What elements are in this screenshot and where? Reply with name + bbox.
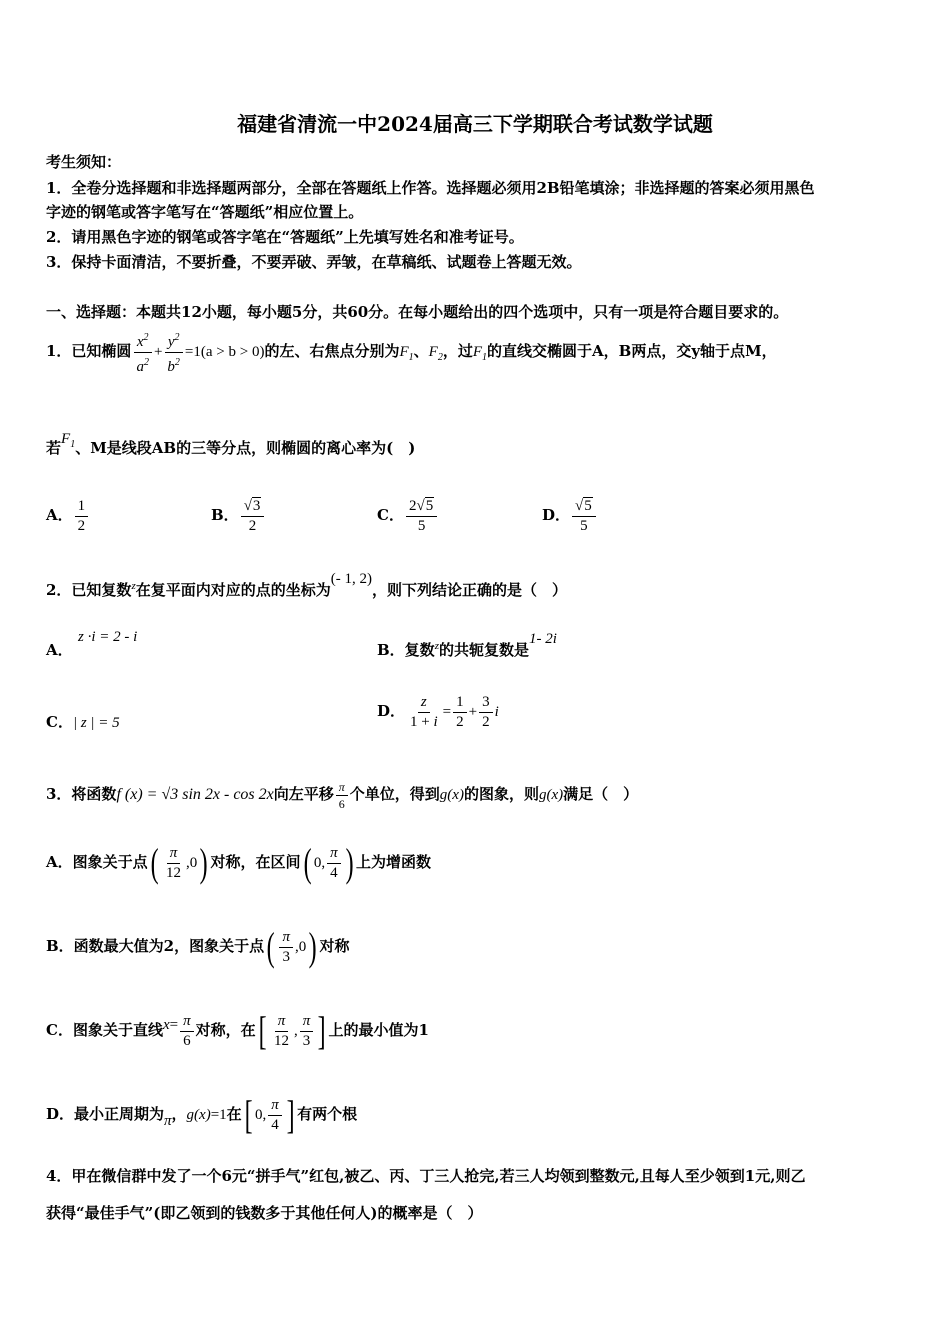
q2-post: ，则下列结论正确的是（ ） [372,581,568,599]
q2-option-d-label: D． [377,702,406,720]
q1-line2-post: 、M是线段AB的三等分点，则椭圆的离心率为( ) [75,439,416,457]
q2-option-c[interactable] [46,712,120,733]
q3-option-b-text-1: B．函数最大值为2，图象关于点 [46,937,265,955]
q2-option-a[interactable] [46,640,73,660]
q3-function: f (x) = √3 sin 2x - cos 2x [116,786,274,803]
notice-item-2: 2．请用黑色字迹的钢笔或答字笔在“答题纸”上先填写姓名和准考证号。 [46,228,524,246]
q1-option-c[interactable]: C． $\frac{2√5}{5}$ [377,492,439,538]
q2-option-a-label: A． [46,641,73,659]
q2-option-d[interactable]: D． $\frac{z}{1 + i}$ = $\frac{1}{2}$ + $\frac{3}{2}$ i [377,693,499,730]
question-1: 1．已知椭圆 $\frac{x^2}{a^2}$ + $\frac{y^2}{b^2}$ =1(a > b > 0)的左、右焦点分别为$F_1$、$F_2$，过$F_1$的直线交椭圆于A，B两点，交y轴于点M， [46,328,777,381]
q3-option-c-text-1: C．图象关于直线 [46,1021,163,1039]
question-1-line-2: 若$F_1$、M是线段AB的三等分点，则椭圆的离心率为( ) [46,431,416,457]
q2-option-c-label: C． [46,713,73,731]
q2-option-b-label: B．复数 [377,641,435,659]
q1-line2-pre: 若 [46,439,62,457]
q3-option-a-text-1: A．图象关于点 [46,853,148,871]
q3-option-a-text-3: 上为增函数 [355,853,431,871]
q3-mid: 向左平移 [273,785,334,803]
page-title: 福建省清流一中2024届高三下学期联合考试数学试题 [237,112,713,136]
q3-option-c-text-2: 对称，在 [195,1021,256,1039]
q2-point: (- 1, 2) [330,571,372,587]
q3-option-d[interactable]: D．最小正周期为π，g(x)=1在[ 0, $\frac{\pi}{4}$ ] 有两个根 [46,1092,358,1137]
q1-tail2: 的直线交椭圆于A，B两点，交y轴于点M， [487,342,777,360]
q2-mid: 在复平面内对应的点的坐标为 [135,581,331,599]
q2-option-b[interactable]: B．复数$^z$的共轭复数是1- 2i [377,631,557,659]
q1-option-a-label: A． [46,506,73,524]
q3-option-b-text-2: 对称 [319,937,350,955]
q3-g-2: g(x) [538,787,564,803]
q1-tail: ，过 [442,342,473,360]
q3-mid3: 的图象，则 [463,785,539,803]
q3-option-d-text-2: ， [171,1105,187,1123]
ellipse-y-fraction: $\frac{y^2}{b^2}$ [164,329,183,376]
q3-mid2: 个单位，得到 [349,785,440,803]
q1-mid: 的左、右焦点分别为 [264,342,400,360]
q2-pre: 2．已知复数 [46,581,132,599]
notice-heading: 考生须知： [46,153,122,171]
q3-option-d-text-3: 在 [226,1105,242,1123]
q2-option-b-math: 1- 2i [528,631,557,647]
q3-g-1: g(x) [439,787,464,803]
notice-item-1-line-2: 字迹的钢笔或答字笔写在“答题纸”相应位置上。 [46,203,364,221]
q3-g-3: g(x) [186,1107,211,1123]
q3-post: 满足（ ） [563,785,639,803]
q3-option-c-text-3: 上的最小值为1 [328,1021,429,1039]
notice-item-3: 3．保持卡面清洁，不要折叠，不要弄破、弄皱，在草稿纸、试题卷上答题无效。 [46,253,582,271]
q1-separator: 、 [413,342,429,360]
q3-option-b[interactable]: B．函数最大值为2，图象关于点( $\frac{\pi}{3}$ ,0) 对称 [46,924,350,969]
q1-option-b[interactable]: B． $\frac{√3}{2}$ [211,492,266,538]
question-3: 3．将函数f (x) = √3 sin 2x - cos 2x向左平移 $\frac{\pi}{6}$ 个单位，得到g(x)的图象，则g(x)满足（ ） [46,779,639,811]
ellipse-x-fraction: $\frac{x^2}{a^2}$ [133,329,152,376]
q1-option-d[interactable]: D． $\frac{√5}{5}$ [542,492,598,538]
notice-item-1-line-1: 1．全卷分选择题和非选择题两部分，全部在答题纸上作答。选择题必须用2B铅笔填涂；非选择题的答案必须用黑色 [46,179,815,197]
question-4-line-2: 获得“最佳手气”(即乙领到的钱数多于其他任何人)的概率是（ ） [46,1204,483,1222]
q3-pre: 3．将函数 [46,785,117,803]
q3-option-c[interactable]: C．图象关于直线x= $\frac{\pi}{6}$ 对称，在[ $\frac{\pi}{12}$ , $\frac{\pi}{3}$ ] 上的最小值为1 [46,1008,429,1053]
q2-option-b-mid: 的共轭复数是 [438,641,529,659]
q1-option-d-label: D． [542,506,571,524]
ellipse-condition: =1(a > b > 0) [184,344,265,360]
q2-option-a-math: z ·i = 2 - i [78,629,138,645]
q1-option-b-label: B． [211,506,239,524]
q1-option-a[interactable]: A． $\frac{1}{2}$ [46,492,90,538]
section-heading: 一、选择题：本题共12小题，每小题5分，共60分。在每小题给出的四个选项中，只有一项是符合题目要求的。 [46,303,789,321]
q2-option-c-math: | z | = 5 [72,715,120,731]
question-2: 2．已知复数$^z$在复平面内对应的点的坐标为(- 1, 2)，则下列结论正确的是（ ） [46,571,568,599]
q3-option-d-text-4: 有两个根 [297,1105,358,1123]
q3-option-d-text-1: D．最小正周期为 [46,1105,165,1123]
q1-prefix: 1．已知椭圆 [46,342,132,360]
q1-option-c-label: C． [377,506,404,524]
question-4-line-1: 4．甲在微信群中发了一个6元“拼手气”红包,被乙、丙、丁三人抢完,若三人均领到整数元,且每人至少领到1元,则乙 [46,1167,806,1185]
q3-option-a[interactable]: A．图象关于点( $\frac{\pi}{12}$ ,0) 对称，在区间( 0, $\frac{\pi}{4}$ ) 上为增函数 [46,840,431,885]
q3-option-a-text-2: 对称，在区间 [210,853,301,871]
